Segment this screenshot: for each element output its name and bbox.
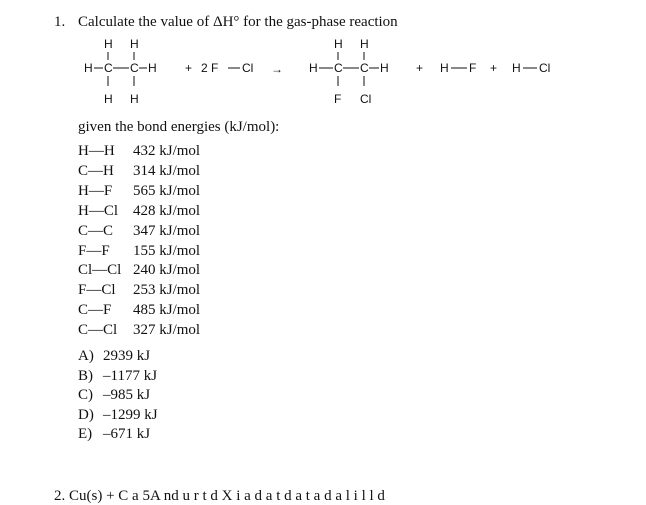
atom-h: H xyxy=(130,37,139,51)
bond-value: 155 kJ/mol xyxy=(133,242,201,259)
answer-choice[interactable] xyxy=(78,367,158,387)
bond-value: 327 kJ/mol xyxy=(133,322,201,339)
bond-row xyxy=(78,182,200,202)
atom-cl: Cl xyxy=(539,61,551,75)
atom-f: F xyxy=(469,61,477,75)
choice-letter: A) xyxy=(78,348,94,364)
bond-row xyxy=(78,222,200,242)
bond-row xyxy=(78,321,200,341)
atom-h: H xyxy=(309,61,318,75)
reaction-diagram xyxy=(0,30,646,117)
bond-name: F—Cl xyxy=(78,282,116,299)
bond-row xyxy=(78,301,200,321)
choice-letter: D) xyxy=(78,406,94,423)
reaction-arrow: → xyxy=(271,62,283,76)
bond-row xyxy=(78,142,200,162)
atom-c: C xyxy=(130,61,139,75)
atom-c: C xyxy=(334,61,343,75)
question-prompt: Calculate the value of ΔH° for the gas-phase reaction xyxy=(78,14,398,30)
bond-name: C—H xyxy=(78,162,114,179)
answer-choice[interactable] xyxy=(78,406,158,426)
bond-energy-list xyxy=(78,142,200,341)
plus-sign: + xyxy=(416,61,424,75)
bond-row xyxy=(78,242,200,262)
atom-h: H xyxy=(440,61,449,75)
atom-c: C xyxy=(104,61,113,75)
bond-value: 428 kJ/mol xyxy=(133,202,201,219)
given-label: given the bond energies (kJ/mol): xyxy=(78,119,280,135)
next-question-partial: 2. Cu(s) + C a 5A nd u r t d X i a d a t d a t a d a l i l l d xyxy=(54,488,385,504)
choice-value: –671 kJ xyxy=(103,426,151,442)
reagent-f: 2 F xyxy=(201,61,219,75)
bond-value: 347 kJ/mol xyxy=(133,222,201,239)
bond-value: 253 kJ/mol xyxy=(133,282,201,299)
atom-cl: Cl xyxy=(360,92,372,106)
reaction-svg xyxy=(0,30,646,112)
bond-row xyxy=(78,281,200,301)
bond-row xyxy=(78,162,200,182)
bond-name: H—Cl xyxy=(78,202,119,219)
bond-value: 240 kJ/mol xyxy=(133,262,201,279)
bond-row xyxy=(78,261,200,281)
atom-h: H xyxy=(130,92,139,106)
choice-letter: B) xyxy=(78,367,93,384)
choice-value: –1177 kJ xyxy=(103,367,158,384)
atom-h: H xyxy=(512,61,521,75)
ethane-structure xyxy=(84,37,157,106)
atom-f: F xyxy=(334,92,342,106)
product-structure xyxy=(309,37,389,106)
atom-h: H xyxy=(84,61,93,75)
bond-name: C—F xyxy=(78,302,112,319)
atom-h: H xyxy=(334,37,343,51)
bond-name: C—C xyxy=(78,222,114,239)
atom-h: H xyxy=(104,37,113,51)
choice-letter: C) xyxy=(78,387,93,403)
answer-choice[interactable] xyxy=(78,386,158,406)
bond-value: 485 kJ/mol xyxy=(133,302,201,319)
bond-value: 314 kJ/mol xyxy=(133,162,201,179)
plus-sign: + xyxy=(490,61,498,75)
bond-value: 565 kJ/mol xyxy=(133,182,201,199)
bond-name: C—Cl xyxy=(78,322,118,339)
atom-c: C xyxy=(360,61,369,75)
atom-h: H xyxy=(104,92,113,106)
atom-h: H xyxy=(360,37,369,51)
bond-name: F—F xyxy=(78,242,110,259)
choice-value: –1299 kJ xyxy=(103,406,158,423)
choice-value: 2939 kJ xyxy=(103,348,151,364)
choice-letter: E) xyxy=(78,426,93,442)
bond-name: H—H xyxy=(78,143,115,159)
bond-name: H—F xyxy=(78,182,113,199)
plus-sign: + xyxy=(185,61,193,75)
bond-name: Cl—Cl xyxy=(78,262,122,279)
answer-choice[interactable] xyxy=(78,347,158,367)
answer-choices xyxy=(78,347,158,445)
bond-row xyxy=(78,202,200,222)
choice-value: –985 kJ xyxy=(103,387,151,403)
bond-value: 432 kJ/mol xyxy=(133,143,201,159)
atom-h: H xyxy=(148,61,157,75)
answer-choice[interactable] xyxy=(78,425,158,445)
question-number: 1. xyxy=(54,14,66,30)
atom-h: H xyxy=(380,61,389,75)
reagent-cl: Cl xyxy=(242,61,254,75)
